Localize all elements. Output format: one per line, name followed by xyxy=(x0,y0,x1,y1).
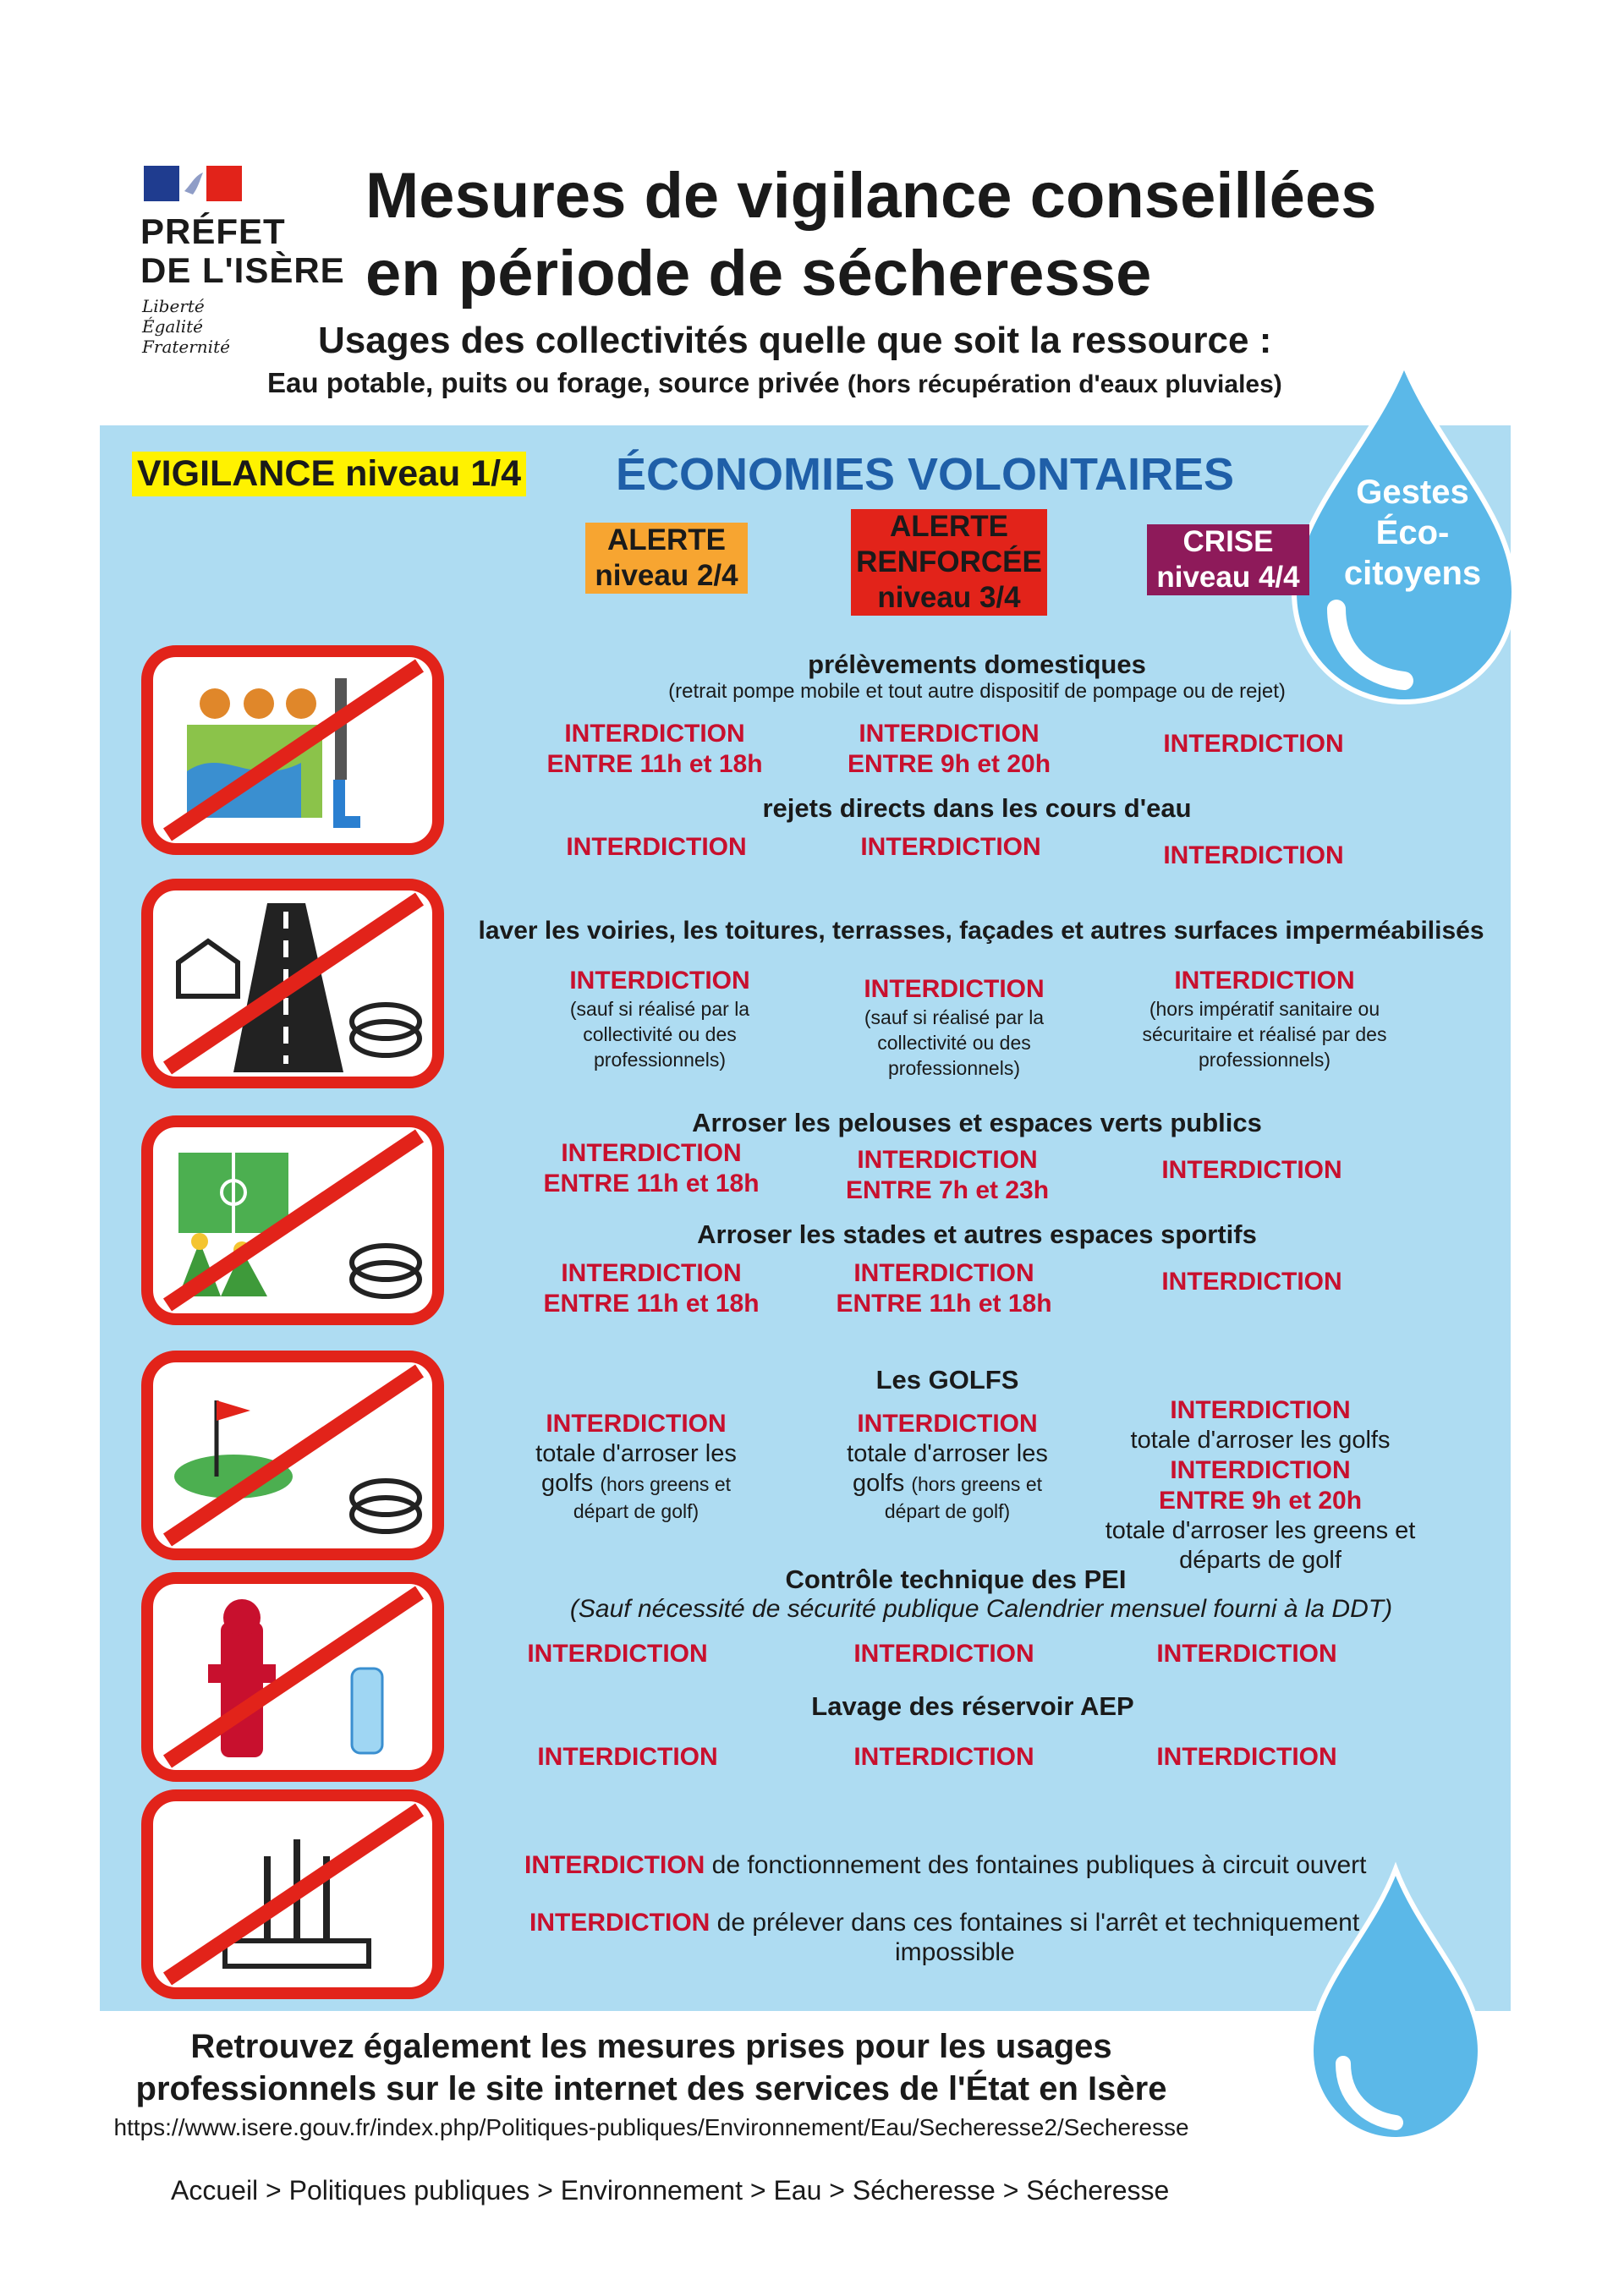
golfs-c3-text-b1: totale d'arroser les greens et xyxy=(1105,1517,1416,1544)
stades-c1 xyxy=(508,1258,795,1319)
gestes-label xyxy=(1336,472,1489,594)
alerte-renforcee-badge xyxy=(851,509,1047,616)
laver-title: laver les voiries, les toitures, terrasses, façades et autres surfaces imperméabilisés xyxy=(478,917,1484,945)
prelevements-c2-l2: ENTRE 9h et 20h xyxy=(847,750,1051,778)
laver-c3-label: INTERDICTION xyxy=(1174,967,1355,995)
laver-c1-note2: collectivité ou des xyxy=(583,1023,737,1045)
prefet-line1: PRÉFET xyxy=(140,211,286,251)
laver-c3-note2: sécuritaire et réalisé par des xyxy=(1142,1023,1387,1045)
pelouses-c2-l2: ENTRE 7h et 23h xyxy=(845,1176,1050,1204)
golfs-c1-small: (hors greens et xyxy=(600,1473,732,1495)
laver-c1-note1: (sauf si réalisé par la xyxy=(569,998,750,1020)
golfs-c3-label-a: INTERDICTION xyxy=(1170,1396,1351,1424)
pelouses-c3: INTERDICTION xyxy=(1161,1156,1342,1184)
pei-c1: INTERDICTION xyxy=(527,1640,708,1668)
water-drop-icon xyxy=(1303,1860,1489,2148)
marianne-logo xyxy=(144,166,242,201)
footer-line1: Retrouvez également les mesures prises pour les usages xyxy=(190,2028,1112,2065)
breadcrumb: Accueil > Politiques publiques > Environnement > Eau > Sécheresse > Sécheresse xyxy=(171,2175,1170,2206)
laver-c2 xyxy=(810,974,1098,1081)
footer-url[interactable]: https://www.isere.gouv.fr/index.php/Politiques-publiques/Environnement/Eau/Secheresse2/Secheresse xyxy=(113,2114,1189,2140)
prelevements-c2 xyxy=(805,719,1093,780)
laver-c3 xyxy=(1108,966,1421,1072)
renforcee-line2: RENFORCÉE xyxy=(856,545,1042,578)
footer-line2: professionnels sur le site internet des services de l'État en Isère xyxy=(135,2070,1167,2107)
road-washing-icon xyxy=(140,878,445,1093)
scope-paren: (hors récupération d'eaux pluviales) xyxy=(847,370,1282,398)
rejets-c3: INTERDICTION xyxy=(1163,841,1344,869)
golfs-c3-text-a: totale d'arroser les golfs xyxy=(1130,1427,1391,1454)
laver-c2-note2: collectivité ou des xyxy=(877,1032,1031,1054)
prelevements-title: prélèvements domestiques xyxy=(808,649,1146,679)
fontaines-l1-text: de fonctionnement des fontaines publiques à circuit ouvert xyxy=(705,1851,1367,1879)
pelouses-c2-l1: INTERDICTION xyxy=(857,1146,1038,1174)
golfs-c1-small2: départ de golf) xyxy=(573,1500,700,1522)
golfs-c1-text1: totale d'arroser les xyxy=(535,1440,737,1467)
prelevements-c1 xyxy=(511,719,798,780)
fontaines-line1 xyxy=(524,1850,1366,1881)
pei-subtitle: (Sauf nécessité de sécurité publique Calendrier mensuel fourni à la DDT) xyxy=(569,1595,1393,1623)
golfs-c2 xyxy=(804,1409,1091,1524)
scope-main: Eau potable, puits ou forage, source privée xyxy=(267,367,840,398)
crise-badge xyxy=(1147,524,1309,595)
gestes-line2: Éco- xyxy=(1375,514,1450,551)
fontaines-l2-red: INTERDICTION xyxy=(529,1909,710,1937)
pei-c3: INTERDICTION xyxy=(1156,1640,1337,1668)
stades-title: Arroser les stades et autres espaces sportifs xyxy=(697,1219,1257,1249)
golfs-c3 xyxy=(1083,1395,1438,1575)
prelevements-c1-l2: ENTRE 11h et 18h xyxy=(546,750,763,778)
pelouses-c1-l2: ENTRE 11h et 18h xyxy=(543,1170,760,1197)
reservoir-title: Lavage des réservoir AEP xyxy=(811,1691,1134,1721)
pump-icon xyxy=(140,644,445,860)
alerte-line1: ALERTE xyxy=(607,523,726,556)
alerte-badge xyxy=(585,523,748,594)
stades-c1-l1: INTERDICTION xyxy=(561,1259,742,1287)
hydrant-icon xyxy=(140,1571,445,1787)
golfs-c2-text1: totale d'arroser les xyxy=(847,1440,1048,1467)
scope-line xyxy=(267,367,1282,399)
economies-label: ÉCONOMIES VOLONTAIRES xyxy=(616,449,1235,500)
page-title-line2: en période de sécheresse xyxy=(365,238,1152,310)
laver-c1 xyxy=(516,966,804,1072)
golfs-c2-text2: golfs xyxy=(852,1470,905,1497)
golfs-c3-label-b2: ENTRE 9h et 20h xyxy=(1158,1487,1363,1515)
laver-c3-note1: (hors impératif sanitaire ou xyxy=(1149,998,1380,1020)
laver-c2-note3: professionnels) xyxy=(888,1057,1020,1079)
pei-title: Contrôle technique des PEI xyxy=(785,1564,1127,1594)
laver-c1-label: INTERDICTION xyxy=(569,967,750,995)
golfs-c2-small2: départ de golf) xyxy=(884,1500,1011,1522)
page-title-line1: Mesures de vigilance conseillées xyxy=(365,160,1377,232)
rejets-title: rejets directs dans les cours d'eau xyxy=(762,793,1192,823)
prelevements-c3: INTERDICTION xyxy=(1163,730,1344,758)
prelevements-subtitle: (retrait pompe mobile et tout autre dispositif de pompage ou de rejet) xyxy=(668,680,1286,703)
stades-c3: INTERDICTION xyxy=(1161,1268,1342,1296)
pei-c2: INTERDICTION xyxy=(853,1640,1034,1668)
stades-c2-l2: ENTRE 11h et 18h xyxy=(836,1290,1052,1318)
motto-egalite: Égalité xyxy=(142,316,203,337)
pelouses-c1 xyxy=(508,1138,795,1199)
renforcee-line3: niveau 3/4 xyxy=(877,581,1021,614)
fontaines-l2-text: de prélever dans ces fontaines si l'arrêt et techniquement xyxy=(710,1909,1360,1937)
fountain-icon xyxy=(140,1789,445,2004)
pelouses-c1-l1: INTERDICTION xyxy=(561,1139,742,1167)
rejets-c2: INTERDICTION xyxy=(860,833,1041,861)
golfs-title: Les GOLFS xyxy=(875,1365,1019,1395)
crise-line2: niveau 4/4 xyxy=(1156,561,1300,594)
prelevements-c2-l1: INTERDICTION xyxy=(859,720,1040,748)
pelouses-c2 xyxy=(804,1145,1091,1206)
motto xyxy=(142,296,230,357)
laver-c2-label: INTERDICTION xyxy=(864,975,1045,1003)
golfs-c1-text2: golfs xyxy=(540,1470,594,1497)
laver-c3-note3: professionnels) xyxy=(1199,1049,1330,1071)
golfs-c2-small: (hors greens et xyxy=(911,1473,1043,1495)
gestes-line3: citoyens xyxy=(1343,555,1482,592)
alerte-line2: niveau 2/4 xyxy=(595,559,738,592)
motto-fraternite: Fraternité xyxy=(142,337,230,357)
golfs-c1-label: INTERDICTION xyxy=(546,1410,727,1438)
rejets-c1: INTERDICTION xyxy=(566,833,747,861)
motto-liberte: Liberté xyxy=(142,296,205,316)
stades-c2 xyxy=(800,1258,1088,1319)
golfs-c2-label: INTERDICTION xyxy=(857,1410,1038,1438)
stades-c1-l2: ENTRE 11h et 18h xyxy=(543,1290,760,1318)
reservoir-c3: INTERDICTION xyxy=(1156,1743,1337,1771)
fontaines-line3: impossible xyxy=(895,1938,1015,1966)
prefet-line2: DE L'ISÈRE xyxy=(140,250,345,290)
crise-line1: CRISE xyxy=(1182,525,1274,558)
laver-c2-note1: (sauf si réalisé par la xyxy=(864,1006,1045,1028)
golf-icon xyxy=(140,1350,445,1565)
pelouses-title: Arroser les pelouses et espaces verts publics xyxy=(692,1108,1262,1137)
fontaines-line2 xyxy=(529,1908,1359,1938)
stades-c2-l1: INTERDICTION xyxy=(853,1259,1034,1287)
reservoir-c2: INTERDICTION xyxy=(853,1743,1034,1771)
gestes-line1: Gestes xyxy=(1356,474,1469,511)
laver-c1-note3: professionnels) xyxy=(594,1049,726,1071)
reservoir-c1: INTERDICTION xyxy=(537,1743,718,1771)
renforcee-line1: ALERTE xyxy=(890,510,1008,543)
vigilance-badge: VIGILANCE niveau 1/4 xyxy=(132,452,526,496)
subtitle: Usages des collectivités quelle que soit la ressource : xyxy=(318,320,1272,361)
golfs-c3-label-b: INTERDICTION xyxy=(1170,1456,1351,1484)
lawn-sprinkler-icon xyxy=(140,1115,445,1330)
prelevements-c1-l1: INTERDICTION xyxy=(564,720,745,748)
golfs-c3-text-b2: départs de golf xyxy=(1179,1547,1341,1574)
golfs-c1 xyxy=(492,1409,780,1524)
fontaines-l1-red: INTERDICTION xyxy=(524,1851,705,1879)
